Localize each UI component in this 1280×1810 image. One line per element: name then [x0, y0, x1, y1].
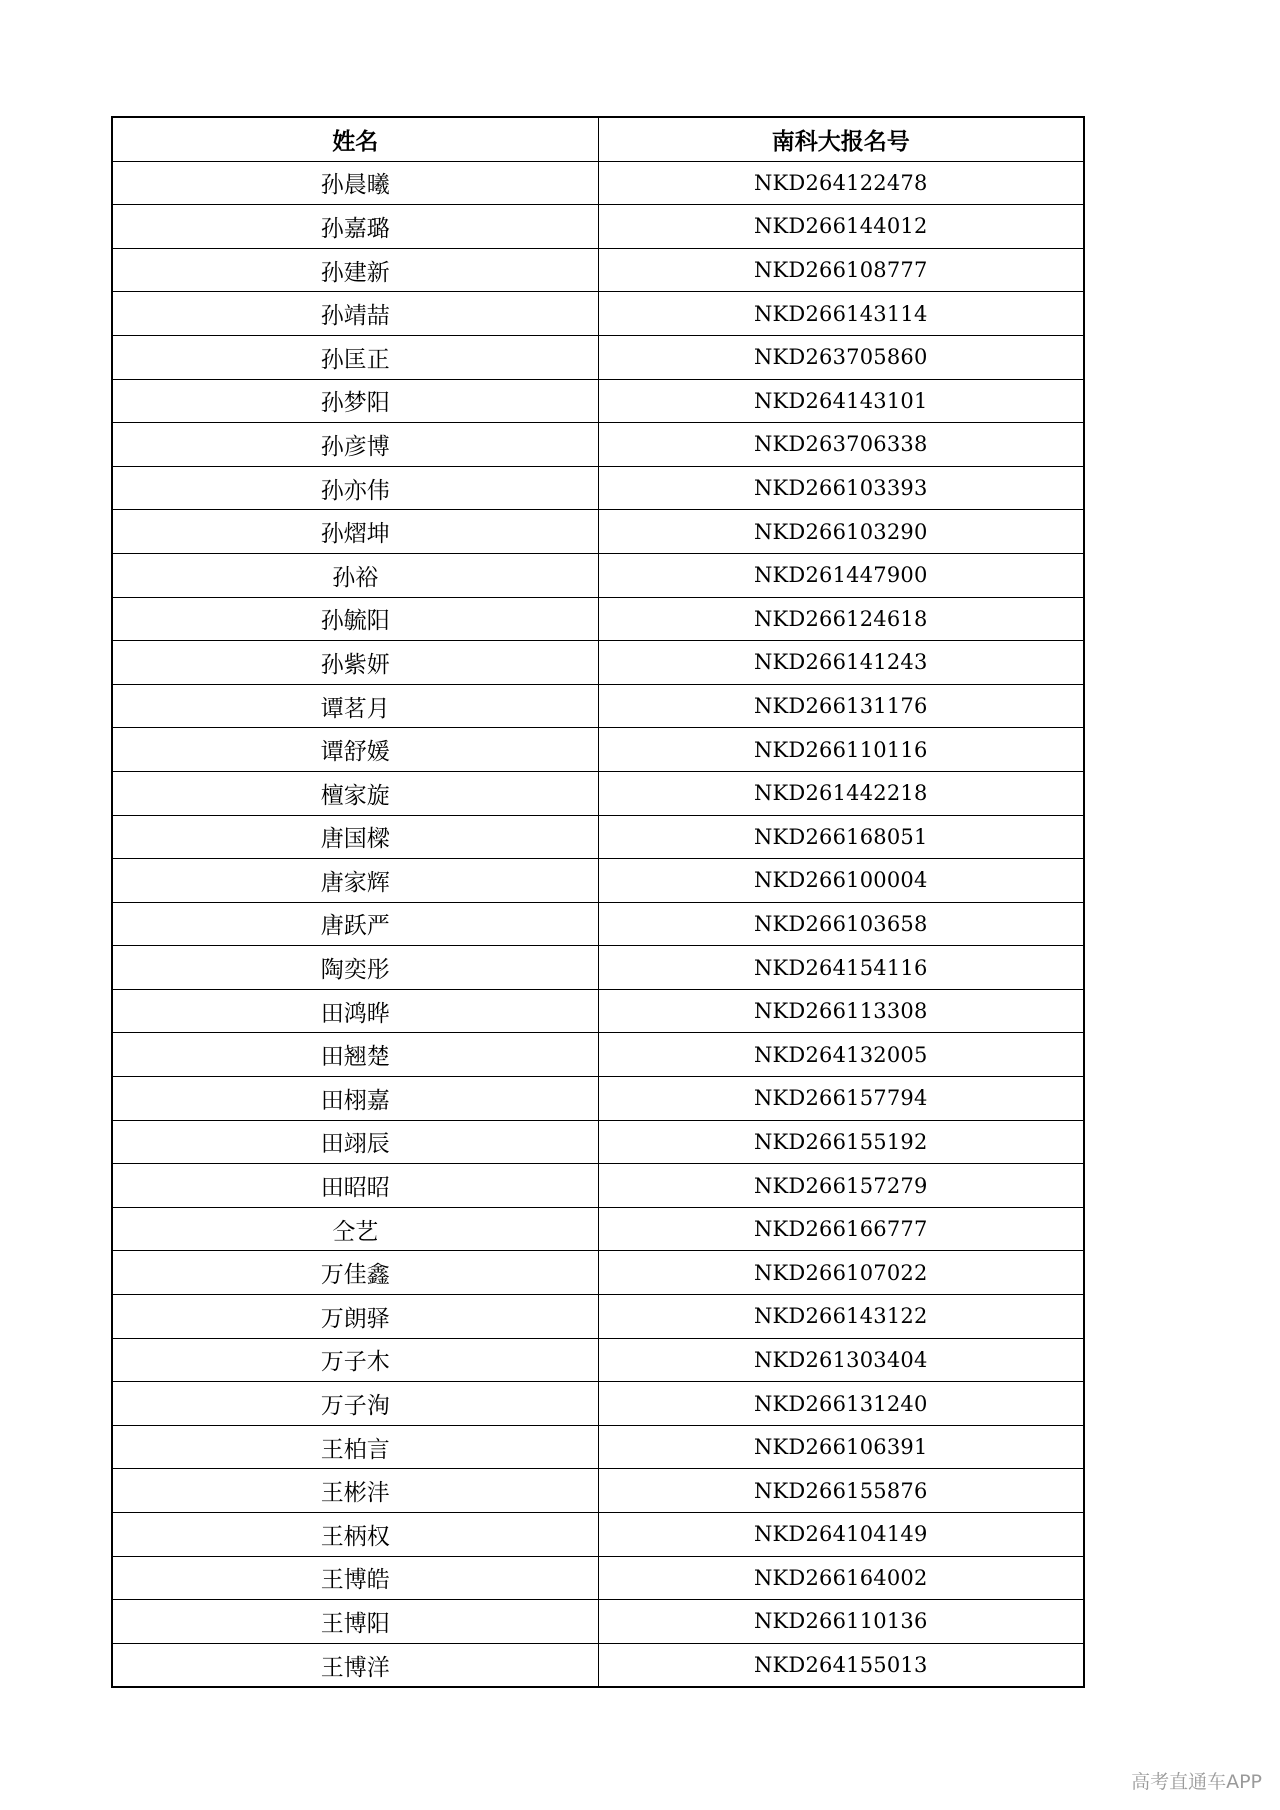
- registration-number-cell: NKD266131176: [598, 684, 1084, 728]
- registration-number-cell: NKD266113308: [598, 989, 1084, 1033]
- student-name-cell: 孙毓阳: [112, 597, 598, 641]
- header-row: [112, 117, 1084, 161]
- student-name-cell: 唐跃严: [112, 902, 598, 946]
- registration-number-cell: NKD266124618: [598, 597, 1084, 641]
- registration-number-cell: NKD266155192: [598, 1120, 1084, 1164]
- table-row: [112, 728, 1084, 772]
- registration-number-cell: NKD266157279: [598, 1164, 1084, 1208]
- student-name-cell: 陶奕彤: [112, 946, 598, 990]
- registration-number-cell: NKD266141243: [598, 641, 1084, 685]
- table-row: [112, 902, 1084, 946]
- student-name-cell: 王博皓: [112, 1556, 598, 1600]
- registration-number-cell: NKD266100004: [598, 859, 1084, 903]
- registration-number-cell: NKD261442218: [598, 771, 1084, 815]
- student-name-cell: 孙裕: [112, 553, 598, 597]
- table-row: [112, 553, 1084, 597]
- registration-number-cell: NKD266110116: [598, 728, 1084, 772]
- registration-number-cell: NKD266103658: [598, 902, 1084, 946]
- student-name-cell: 孙梦阳: [112, 379, 598, 423]
- table-row: [112, 1513, 1084, 1557]
- table-row: [112, 1469, 1084, 1513]
- table-row: [112, 1556, 1084, 1600]
- roster-table: [111, 116, 1085, 1688]
- registration-number-column-header: 南科大报名号: [598, 117, 1084, 161]
- student-name-cell: 孙靖喆: [112, 292, 598, 336]
- table-row: [112, 335, 1084, 379]
- student-name-cell: 万子洵: [112, 1382, 598, 1426]
- table-row: [112, 1120, 1084, 1164]
- student-name-cell: 孙紫妍: [112, 641, 598, 685]
- table-row: [112, 1643, 1084, 1687]
- registration-number-cell: NKD266168051: [598, 815, 1084, 859]
- student-name-cell: 孙晨曦: [112, 161, 598, 205]
- student-name-cell: 仝艺: [112, 1207, 598, 1251]
- student-name-cell: 孙建新: [112, 248, 598, 292]
- table-row: [112, 859, 1084, 903]
- registration-number-cell: NKD266107022: [598, 1251, 1084, 1295]
- student-name-cell: 王博阳: [112, 1600, 598, 1644]
- registration-number-cell: NKD264122478: [598, 161, 1084, 205]
- student-name-cell: 檀家旋: [112, 771, 598, 815]
- table-row: [112, 205, 1084, 249]
- registration-number-cell: NKD266103290: [598, 510, 1084, 554]
- registration-number-cell: NKD263705860: [598, 335, 1084, 379]
- student-name-cell: 孙彦博: [112, 423, 598, 467]
- student-name-cell: 唐国樑: [112, 815, 598, 859]
- student-name-cell: 王柏言: [112, 1425, 598, 1469]
- table-row: [112, 771, 1084, 815]
- roster-body: [112, 161, 1084, 1687]
- table-row: [112, 1600, 1084, 1644]
- table-row: [112, 989, 1084, 1033]
- table-row: [112, 1207, 1084, 1251]
- table-row: [112, 1077, 1084, 1121]
- name-column-header: 姓名: [112, 117, 598, 161]
- student-name-cell: 王博洋: [112, 1643, 598, 1687]
- registration-number-cell: NKD266144012: [598, 205, 1084, 249]
- table-row: [112, 1033, 1084, 1077]
- student-name-cell: 田鸿晔: [112, 989, 598, 1033]
- registration-number-cell: NKD264132005: [598, 1033, 1084, 1077]
- student-name-cell: 田翊辰: [112, 1120, 598, 1164]
- registration-number-cell: NKD264155013: [598, 1643, 1084, 1687]
- table-row: [112, 248, 1084, 292]
- student-name-cell: 孙熠坤: [112, 510, 598, 554]
- table-row: [112, 597, 1084, 641]
- registration-number-cell: NKD264104149: [598, 1513, 1084, 1557]
- table-row: [112, 423, 1084, 467]
- registration-number-cell: NKD266155876: [598, 1469, 1084, 1513]
- watermark: 高考直通车APP: [1131, 1771, 1262, 1793]
- table-row: [112, 684, 1084, 728]
- student-name-cell: 唐家辉: [112, 859, 598, 903]
- table-row: [112, 815, 1084, 859]
- student-name-cell: 王柄权: [112, 1513, 598, 1557]
- student-name-cell: 田昭昭: [112, 1164, 598, 1208]
- registration-number-cell: NKD266106391: [598, 1425, 1084, 1469]
- table-row: [112, 1251, 1084, 1295]
- table-row: [112, 1425, 1084, 1469]
- registration-number-cell: NKD266157794: [598, 1077, 1084, 1121]
- registration-number-cell: NKD263706338: [598, 423, 1084, 467]
- registration-number-cell: NKD266131240: [598, 1382, 1084, 1426]
- registration-number-cell: NKD264143101: [598, 379, 1084, 423]
- registration-number-cell: NKD264154116: [598, 946, 1084, 990]
- table-row: [112, 1382, 1084, 1426]
- student-name-cell: 万子木: [112, 1338, 598, 1382]
- registration-number-cell: NKD266108777: [598, 248, 1084, 292]
- student-name-cell: 谭舒媛: [112, 728, 598, 772]
- table-row: [112, 510, 1084, 554]
- registration-number-cell: NKD266166777: [598, 1207, 1084, 1251]
- student-name-cell: 孙匡正: [112, 335, 598, 379]
- table-row: [112, 1164, 1084, 1208]
- registration-number-cell: NKD266143122: [598, 1295, 1084, 1339]
- table-row: [112, 292, 1084, 336]
- table-row: [112, 1338, 1084, 1382]
- student-name-cell: 万朗驿: [112, 1295, 598, 1339]
- table-row: [112, 1295, 1084, 1339]
- student-name-cell: 孙亦伟: [112, 466, 598, 510]
- registration-number-cell: NKD266164002: [598, 1556, 1084, 1600]
- table-row: [112, 946, 1084, 990]
- student-name-cell: 孙嘉璐: [112, 205, 598, 249]
- registration-number-cell: NKD266143114: [598, 292, 1084, 336]
- registration-number-cell: NKD261303404: [598, 1338, 1084, 1382]
- table-row: [112, 379, 1084, 423]
- registration-number-cell: NKD261447900: [598, 553, 1084, 597]
- student-name-cell: 谭茗月: [112, 684, 598, 728]
- student-name-cell: 王彬沣: [112, 1469, 598, 1513]
- student-name-cell: 田栩嘉: [112, 1077, 598, 1121]
- student-name-cell: 万佳鑫: [112, 1251, 598, 1295]
- table-row: [112, 466, 1084, 510]
- registration-number-cell: NKD266110136: [598, 1600, 1084, 1644]
- student-name-cell: 田翘楚: [112, 1033, 598, 1077]
- table-row: [112, 641, 1084, 685]
- registration-number-cell: NKD266103393: [598, 466, 1084, 510]
- table-row: [112, 161, 1084, 205]
